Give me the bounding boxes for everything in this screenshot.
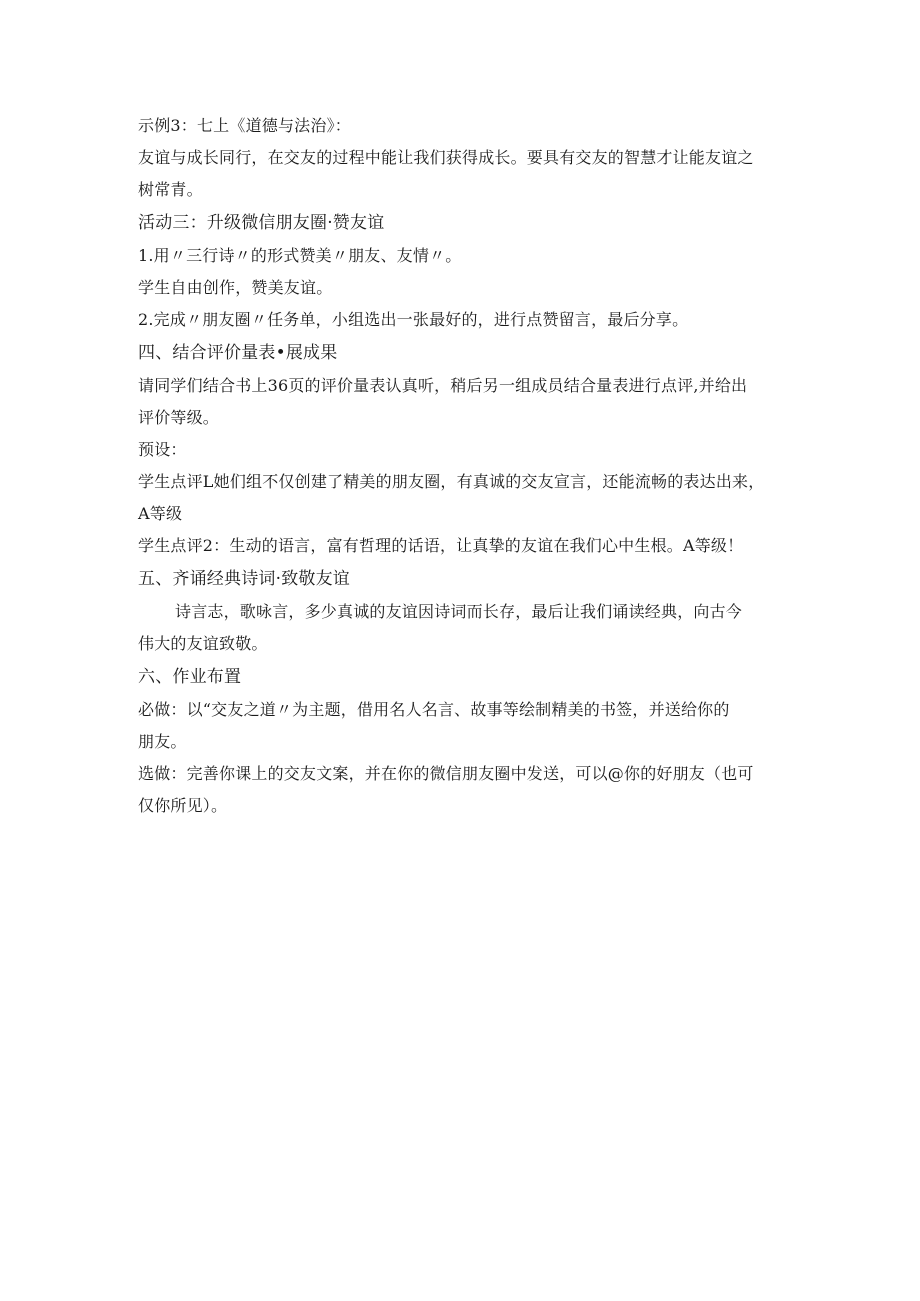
section-six-heading: 六、作业布置	[138, 667, 242, 687]
paragraph-line: 仅你所见）。	[138, 796, 228, 815]
task-item-1: 1.用〃三行诗〃的形式赞美〃朋友、友情〃。	[138, 246, 462, 265]
paragraph-line: 朋友。	[138, 732, 187, 751]
optional-homework: 选做：完善你课上的交友文案，并在你的微信朋友圈中发送，可以@你的好朋友（也可	[138, 764, 754, 783]
paragraph-line: 评价等级。	[138, 408, 220, 427]
example-line: 示例3：七上《道德与法治》：	[138, 116, 351, 135]
paragraph-line: 学生自由创作，赞美友谊。	[138, 278, 333, 297]
student-comment-2: 学生点评2：生动的语言，富有哲理的话语，让真挚的友谊在我们心中生根。A等级！	[138, 536, 744, 555]
activity-three-heading: 活动三：升级微信朋友圈·赞友谊	[138, 213, 385, 233]
preset-label: 预设：	[138, 440, 187, 459]
document-body	[138, 110, 788, 822]
paragraph-line: 诗言志，歌咏言，多少真诚的友谊因诗词而长存，最后让我们诵读经典，向古今	[175, 602, 743, 621]
paragraph-line: 树常青。	[138, 180, 203, 199]
student-comment-1: 学生点评L她们组不仅创建了精美的朋友圈，有真诚的交友宣言，还能流畅的表达出来，	[138, 472, 765, 491]
paragraph-line: 请同学们结合书上36页的评价量表认真听，稍后另一组成员结合量表进行点评,并给出	[138, 376, 748, 395]
task-item-2: 2.完成〃朋友圈〃任务单，小组选出一张最好的，进行点赞留言，最后分享。	[138, 310, 689, 329]
section-five-heading: 五、齐诵经典诗词·致敬友谊	[138, 569, 351, 589]
paragraph-line: 伟大的友谊致敬。	[138, 634, 268, 653]
paragraph-line: 友谊与成长同行，在交友的过程中能让我们获得成长。要具有交友的智慧才让能友谊之	[138, 148, 754, 167]
required-homework: 必做：以“交友之道〃为主题，借用名人名言、故事等绘制精美的书签，并送给你的	[138, 700, 730, 719]
student-comment-1-grade: A等级	[138, 504, 183, 523]
section-four-heading: 四、结合评价量表•展成果	[138, 343, 338, 363]
